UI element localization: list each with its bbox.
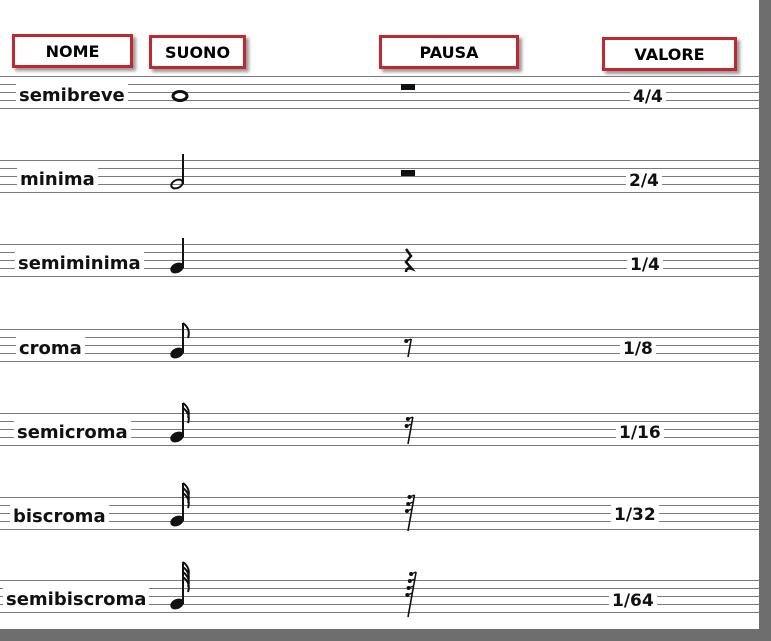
row-value-1-4: 1/4 (627, 254, 663, 276)
row-value-4-4: 4/4 (630, 86, 666, 108)
eighth-rest-icon (404, 339, 411, 357)
row-value-1-64: 1/64 (609, 590, 657, 612)
quarter-note-icon (170, 238, 184, 274)
row-label-semibiscroma: semibiscroma (3, 588, 149, 612)
header-valore: VALORE (602, 37, 737, 71)
sixty-fourth-rest-icon (405, 572, 416, 617)
whole-note-icon (173, 92, 187, 101)
half-rest-icon (401, 170, 415, 176)
row-label-semiminima: semiminima (15, 252, 144, 276)
whole-rest-icon (401, 84, 415, 90)
row-label-semicroma: semicroma (14, 421, 131, 445)
header-nome: NOME (12, 34, 133, 68)
row-label-biscroma: biscroma (10, 505, 109, 529)
row-label-minima: minima (17, 168, 98, 192)
row-value-1-8: 1/8 (620, 338, 656, 360)
row-label-croma: croma (16, 337, 85, 361)
row-value-2-4: 2/4 (626, 170, 662, 192)
row-value-1-32: 1/32 (611, 504, 659, 526)
header-pausa: PAUSA (379, 35, 519, 69)
header-suono: SUONO (149, 35, 246, 69)
row-value-1-16: 1/16 (616, 422, 664, 444)
row-label-semibreve: semibreve (16, 84, 128, 108)
sixty-fourth-note-icon (170, 562, 189, 610)
